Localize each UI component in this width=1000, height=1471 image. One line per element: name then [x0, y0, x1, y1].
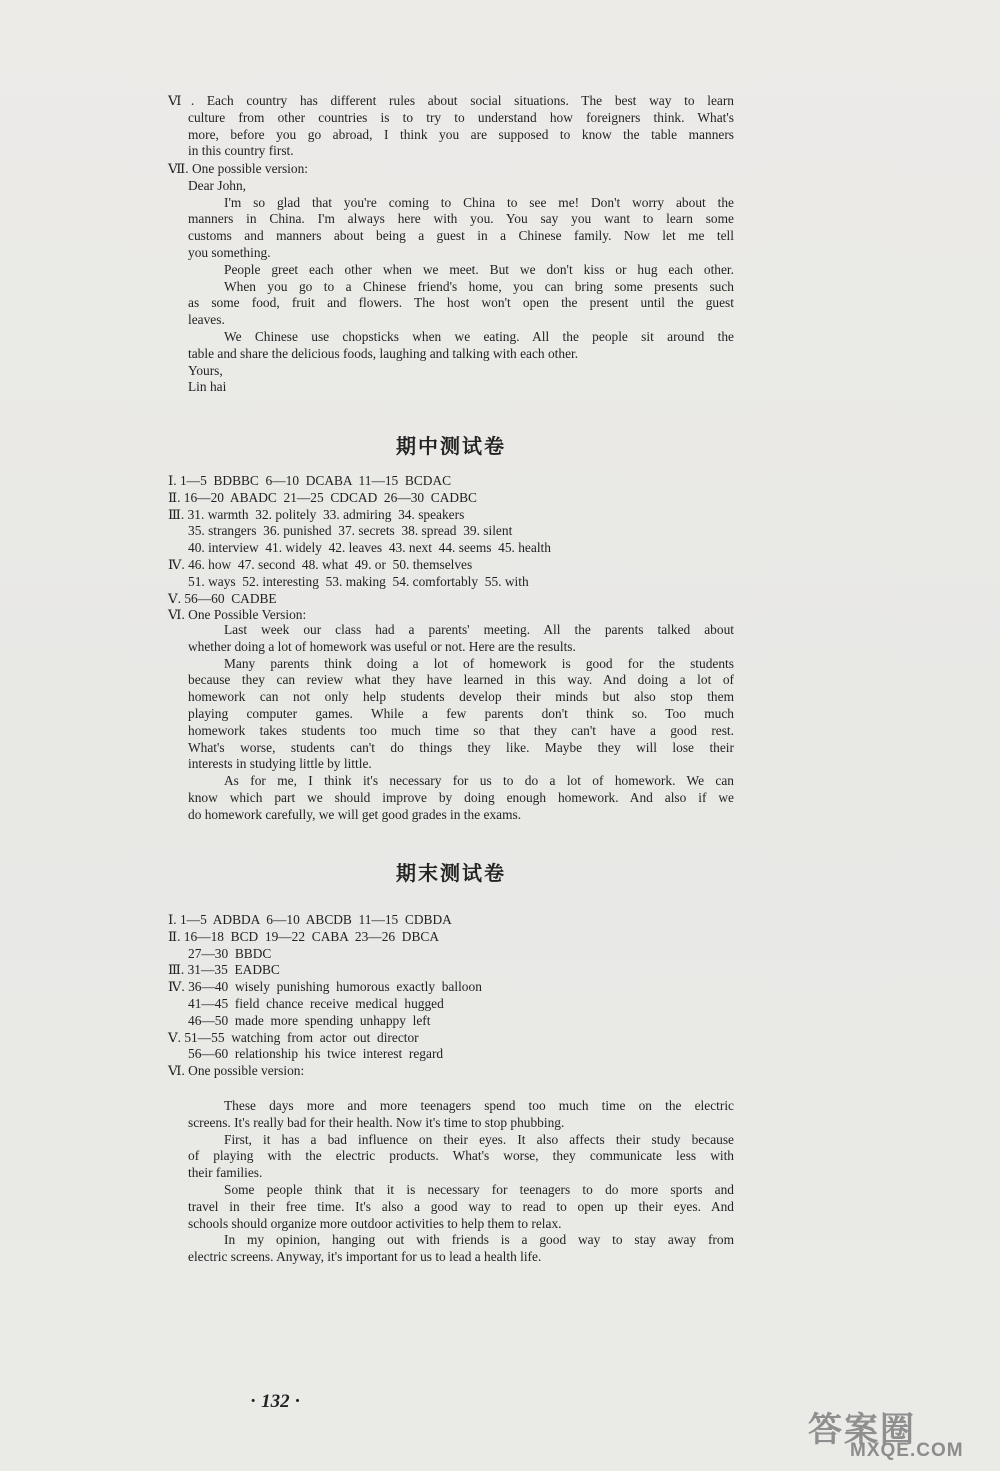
answer-line: 35. strangers 36. punished 37. secrets 38. spread 39. silent	[188, 523, 513, 539]
midterm-answers	[168, 473, 734, 624]
bullet-dot-icon: ·	[250, 1391, 257, 1412]
text-line: First, it has a bad influence on their eyes. It also affects their study because	[224, 1131, 734, 1147]
answer-line: Ⅴ. 56—60 CADBE	[168, 590, 277, 606]
text-line: Lin hai	[188, 379, 227, 395]
answer-line: 40. interview 41. widely 42. leaves 43. next 44. seems 45. health	[188, 540, 551, 556]
text-line: I'm so glad that you're coming to China to see me! Don't worry about the	[224, 194, 734, 210]
text-line: table and share the delicious foods, laughing and talking with each other.	[188, 345, 579, 361]
text-line: culture from other countries is to try to understand how foreigners think. What's	[188, 109, 734, 125]
text-line: We Chinese use chopsticks when we eating. All the people sit around the	[224, 328, 734, 344]
answer-line: Ⅵ. One possible version:	[168, 1063, 305, 1079]
midterm-essay	[168, 622, 734, 824]
final-title: 期末测试卷	[396, 861, 506, 885]
answer-line: Ⅲ. 31—35 EADBC	[168, 962, 280, 978]
page-number-value: 132	[261, 1391, 290, 1412]
text-line: manners in China. I'm always here with you. You say you want to learn some	[188, 211, 734, 227]
text-line: Dear John,	[188, 177, 247, 193]
answer-line: Ⅳ. 36—40 wisely punishing humorous exactly balloon	[168, 979, 482, 995]
text-line: as some food, fruit and flowers. The host won't open the present until the guest	[188, 295, 734, 311]
text-line: homework can not only help students develop their minds but also stop them	[188, 689, 734, 705]
text-line: you something.	[188, 244, 271, 260]
text-line: Many parents think doing a lot of homework is good for the students	[224, 655, 734, 671]
answer-line: Ⅴ. 51—55 watching from actor out director	[168, 1029, 419, 1045]
watermark-logo-text: 答案圈	[808, 1410, 916, 1450]
final-answers	[168, 912, 734, 1080]
bullet-dot-icon: ·	[294, 1391, 301, 1412]
text-line: Some people think that it is necessary for teenagers to do more sports and	[224, 1181, 734, 1197]
text-line: What's worse, students can't do things they like. Maybe they will lose their	[188, 739, 734, 755]
text-line: Last week our class had a parents' meeting. All the parents talked about	[224, 622, 734, 637]
answer-line: 56—60 relationship his twice interest regard	[188, 1046, 444, 1062]
text-line: In my opinion, hanging out with friends is a good way to stay away from	[224, 1232, 734, 1248]
text-line: travel in their free time. It's also a good way to read to open up their eyes. And	[188, 1198, 734, 1214]
page-number	[250, 1391, 301, 1413]
text-line: of playing with the electric products. What's worse, they communicate less with	[188, 1148, 734, 1164]
answer-line: Ⅱ. 16—20 ABADC 21—25 CDCAD 26—30 CADBC	[168, 489, 477, 505]
midterm-title: 期中测试卷	[396, 434, 506, 458]
text-line: screens. It's really bad for their health. Now it's time to stop phubbing.	[188, 1114, 565, 1130]
answer-line: 51. ways 52. interesting 53. making 54. comfortably 55. with	[188, 573, 529, 589]
section-vi-top	[168, 93, 734, 160]
text-line: whether doing a lot of homework was useful or not. Here are the results.	[188, 638, 576, 654]
watermark-url: MXQE.COM	[850, 1440, 964, 1461]
text-line: When you go to a Chinese friend's home, you can bring some presents such	[224, 278, 734, 294]
text-line: interests in studying little by little.	[188, 756, 372, 772]
text-line: homework takes students too much time so that they can't have a good rest.	[188, 722, 734, 738]
text-line: schools should organize more outdoor activities to help them to relax.	[188, 1215, 562, 1231]
text-line: As for me, I think it's necessary for us to do a lot of homework. We can	[224, 773, 734, 789]
answer-line: Ⅰ. 1—5 BDBBC 6—10 DCABA 11—15 BCDAC	[168, 473, 452, 488]
section-vii-letter	[168, 161, 734, 396]
text-line: their families.	[188, 1165, 263, 1181]
text-line: People greet each other when we meet. But we don't kiss or hug each other.	[224, 261, 734, 277]
answer-line: 46—50 made more spending unhappy left	[188, 1012, 431, 1028]
text-line: because they can review what they have learned in this way. And doing a lot of	[188, 672, 734, 688]
text-line: more, before you go abroad, I think you are supposed to know the table manners	[188, 126, 734, 142]
answer-line: Ⅰ. 1—5 ADBDA 6—10 ABCDB 11—15 CDBDA	[168, 912, 452, 927]
text-line: do homework carefully, we will get good grades in the exams.	[188, 806, 522, 822]
text-line: Yours,	[188, 362, 223, 378]
text-line: in this country first.	[188, 143, 294, 159]
answer-line: Ⅳ. 46. how 47. second 48. what 49. or 50. themselves	[168, 556, 473, 572]
answer-line: 27—30 BBDC	[188, 945, 272, 961]
text-line: electric screens. Anyway, it's important for us to lead a health life.	[188, 1249, 542, 1265]
text-line: Ⅵ. Each country has different rules about social situations. The best way to learn	[168, 93, 734, 108]
answer-line: Ⅵ. One Possible Version:	[168, 607, 307, 623]
text-line: leaves.	[188, 312, 225, 328]
answer-line: Ⅱ. 16—18 BCD 19—22 CABA 23—26 DBCA	[168, 928, 439, 944]
answer-line: Ⅲ. 31. warmth 32. politely 33. admiring 34. speakers	[168, 506, 465, 522]
text-line: know which part we should improve by doing enough homework. And also if we	[188, 789, 734, 805]
text-line: Ⅶ. One possible version:	[168, 161, 309, 176]
text-line: playing computer games. While a few parents don't think so. Too much	[188, 705, 734, 721]
text-line: These days more and more teenagers spend too much time on the electric	[224, 1098, 734, 1113]
final-essay	[168, 1098, 734, 1266]
text-line: customs and manners about being a guest in a Chinese family. Now let me tell	[188, 228, 734, 244]
answer-line: 41—45 field chance receive medical hugged	[188, 995, 444, 1011]
